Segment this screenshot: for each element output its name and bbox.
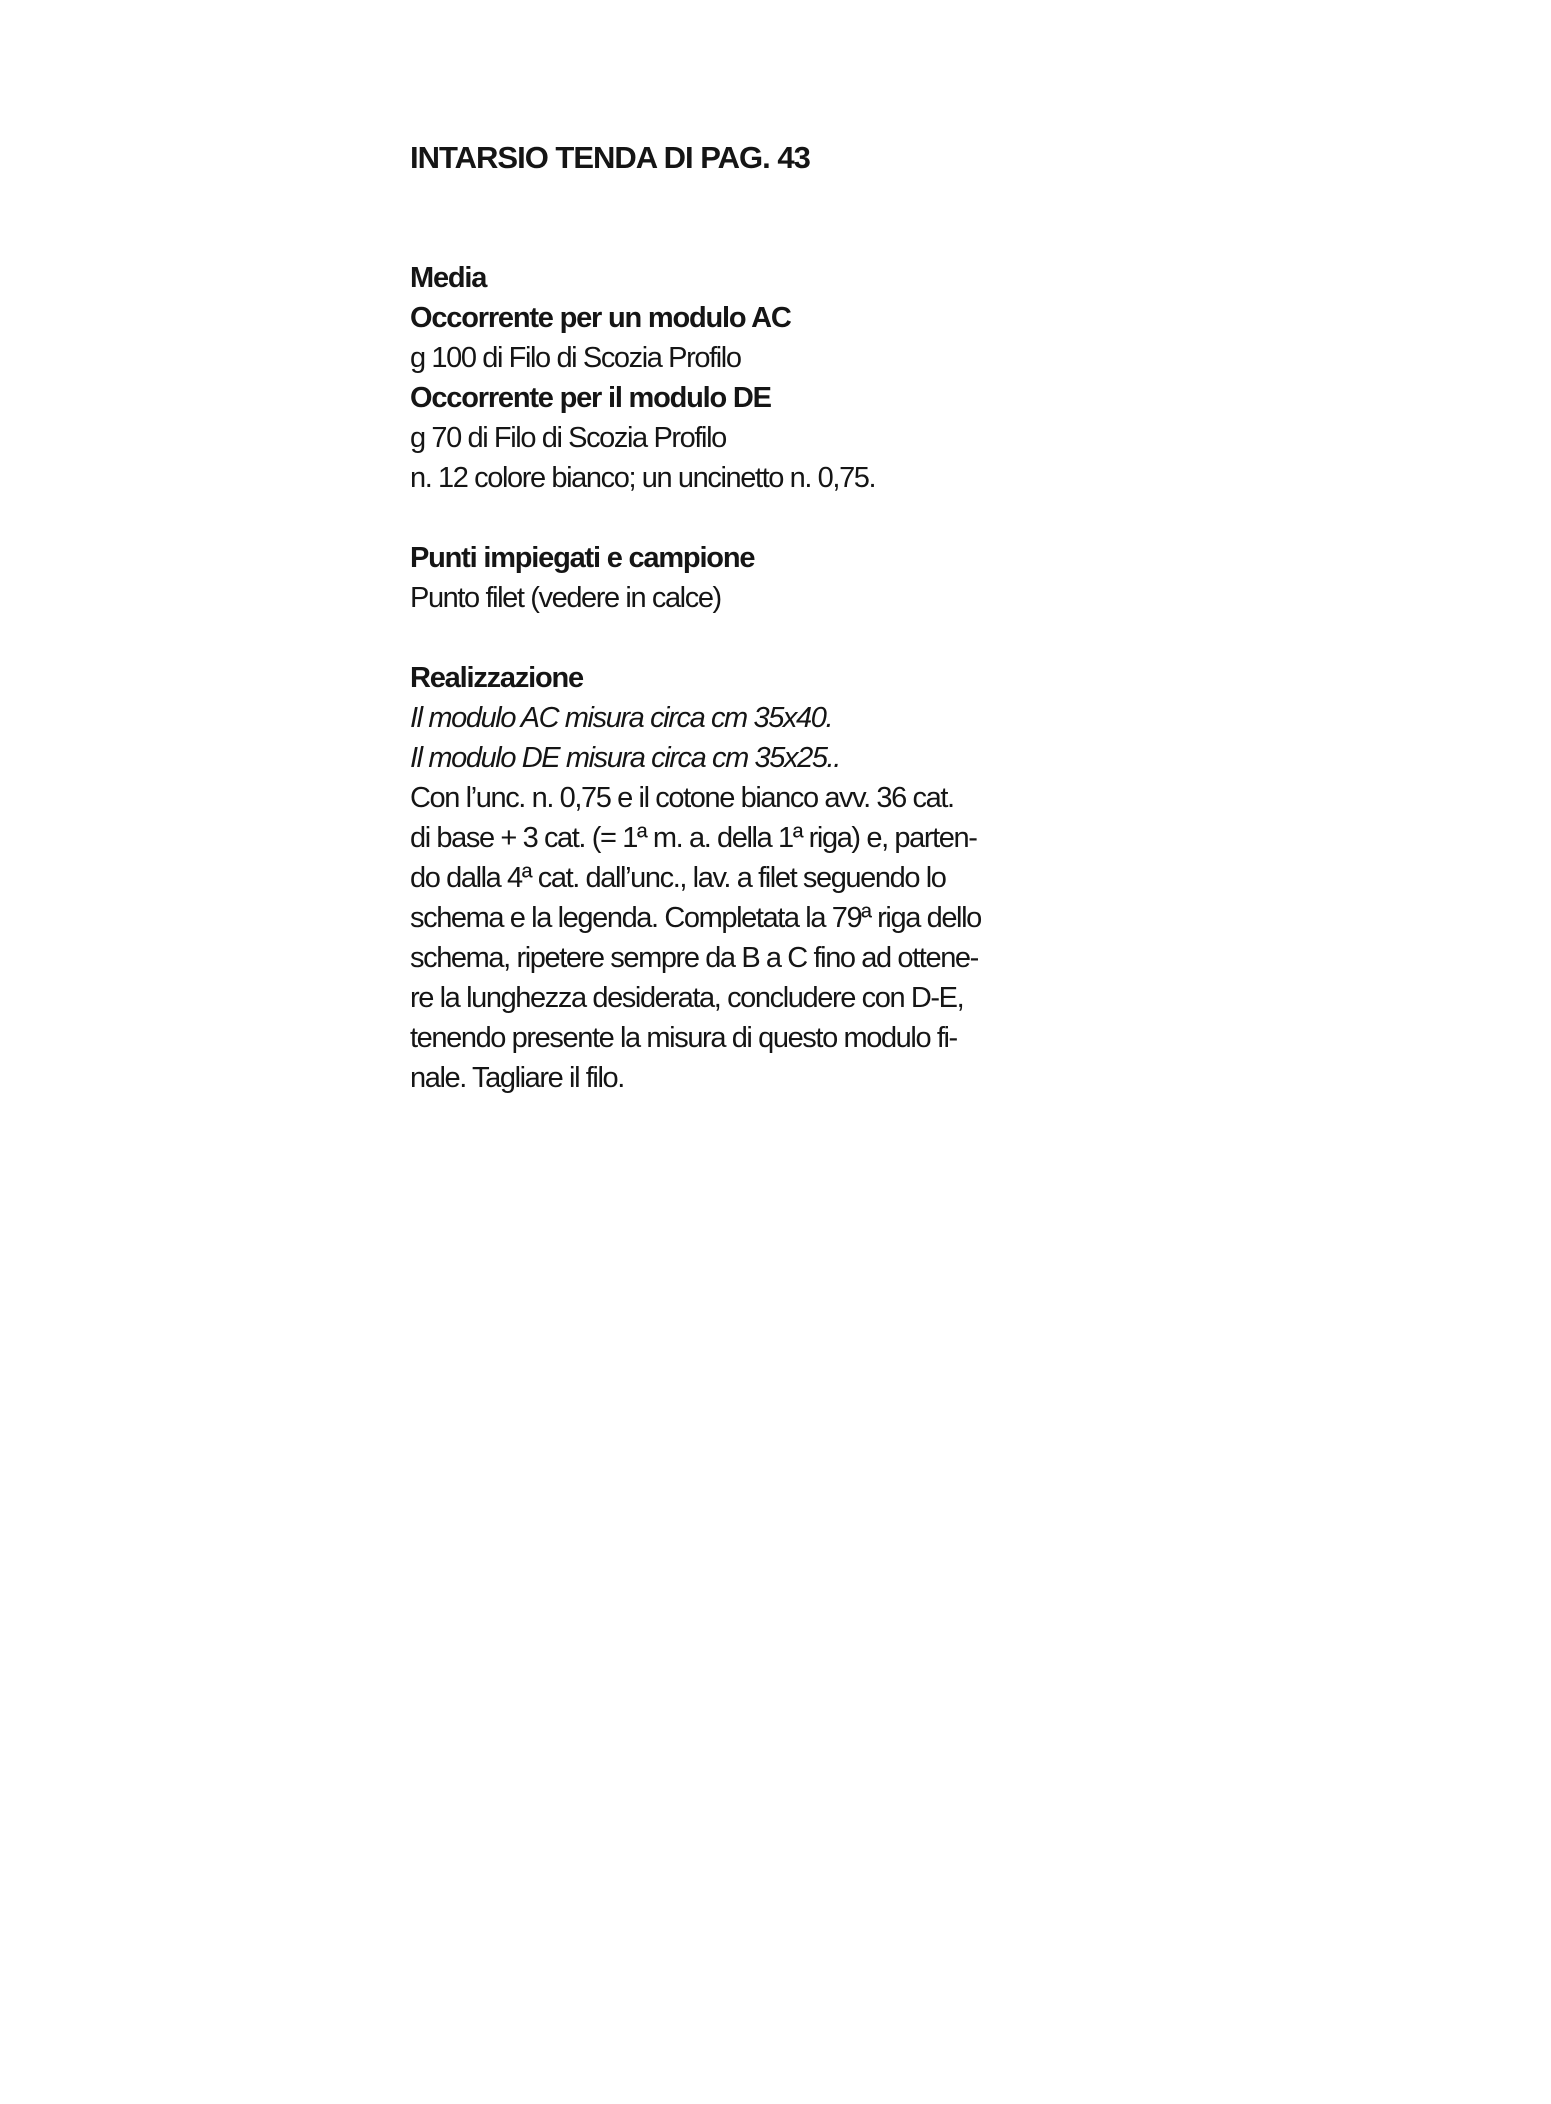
page-title: INTARSIO TENDA DI PAG. 43 xyxy=(410,140,810,175)
execution-line: Con l’unc. n. 0,75 e il cotone bianco avv. 36 cat. xyxy=(410,782,954,814)
de-requirements-text-2: n. 12 colore bianco; un uncinetto n. 0,75. xyxy=(410,462,876,494)
execution-line: re la lunghezza desiderata, concludere con D-E, xyxy=(410,982,964,1014)
execution-line: tenendo presente la misura di questo modulo fi- xyxy=(410,1022,957,1054)
execution-line: do dalla 4ª cat. dall’unc., lav. a filet seguendo lo xyxy=(410,862,946,894)
section-media xyxy=(410,258,1130,498)
execution-line: schema e la legenda. Completata la 79ª riga dello xyxy=(410,902,981,934)
execution-heading: Realizzazione xyxy=(410,662,583,694)
section-stitches xyxy=(410,538,1130,618)
media-heading: Media xyxy=(410,262,487,294)
execution-size-ac: Il modulo AC misura circa cm 35x40. xyxy=(410,702,833,734)
section-execution xyxy=(410,658,1130,1098)
ac-requirements-text: g 100 di Filo di Scozia Profilo xyxy=(410,342,741,374)
execution-size-de: Il modulo DE misura circa cm 35x25.. xyxy=(410,742,840,774)
de-requirements-heading: Occorrente per il modulo DE xyxy=(410,382,771,414)
stitches-text: Punto filet (vedere in calce) xyxy=(410,582,721,614)
execution-line: nale. Tagliare il filo. xyxy=(410,1062,624,1094)
ac-requirements-heading: Occorrente per un modulo AC xyxy=(410,302,791,334)
stitches-heading: Punti impiegati e campione xyxy=(410,542,755,574)
execution-line: schema, ripetere sempre da B a C fino ad ottene- xyxy=(410,942,978,974)
execution-line: di base + 3 cat. (= 1ª m. a. della 1ª riga) e, parten- xyxy=(410,822,977,854)
de-requirements-text-1: g 70 di Filo di Scozia Profilo xyxy=(410,422,726,454)
